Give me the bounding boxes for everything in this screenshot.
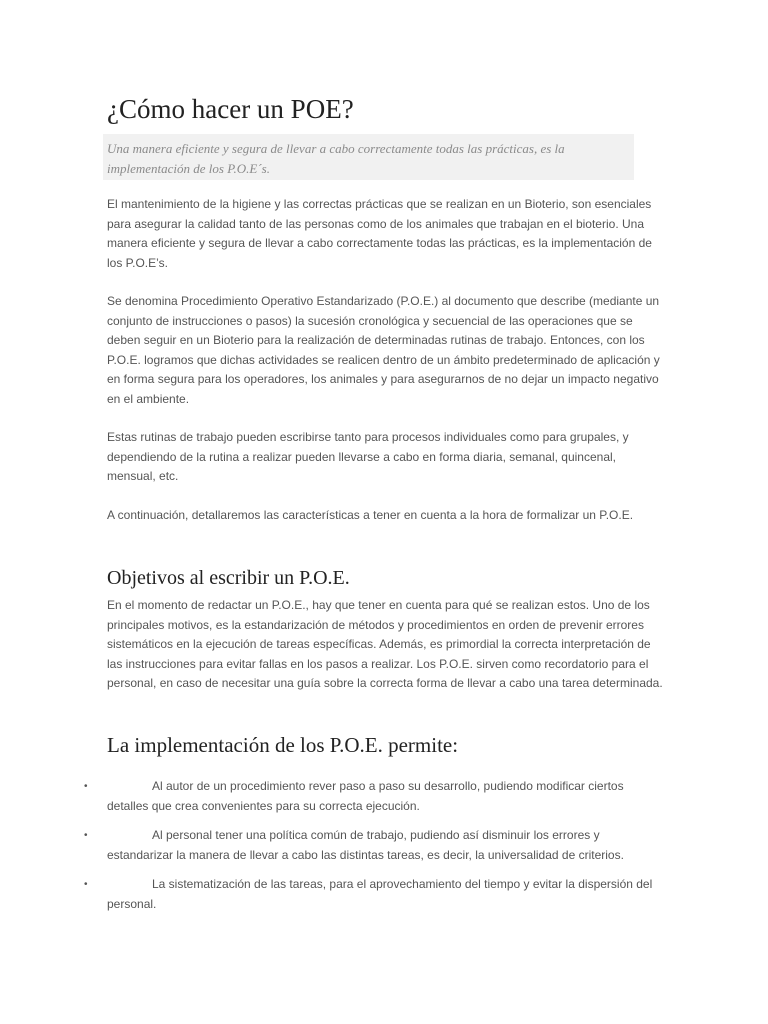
- page-title: ¿Cómo hacer un POE?: [107, 94, 354, 124]
- paragraph-intro: El mantenimiento de la higiene y las correctas prácticas que se realizan en un Bioterio, son esenciales para asegurar la calidad tanto de las personas como de los animales que trabajan en el bioterio. Una manera eficiente y segura de llevar a cabo correctamente todas las prácticas, es la implementación de los P.O.E’s.: [107, 197, 652, 270]
- bullet-icon: •: [84, 781, 88, 792]
- heading-objetivos: Objetivos al escribir un P.O.E.: [107, 567, 350, 589]
- paragraph-objetivos: En el momento de redactar un P.O.E., hay que tener en cuenta para qué se realizan estos. Uno de los principales motivos, es la estandarización de métodos y procedimientos en orden de prevenir errores sistemáticos en la ejecución de tareas específicas. Además, es primordial la correcta interpretación de las instrucciones para evitar fallas en los pasos a realizar. Los P.O.E. sirven como recordatorio para el personal, en caso de necesitar una guía sobre la correcta forma de llevar a cabo una tarea determinada.: [107, 598, 663, 690]
- paragraph-continuation: A continuación, detallaremos las características a tener en cuenta a la hora de formalizar un P.O.E.: [107, 508, 634, 522]
- intro-quote: Una manera eficiente y segura de llevar a cabo correctamente todas las prácticas, es la implementación de los P.O.E´s.: [103, 134, 634, 180]
- paragraph-definition: Se denomina Procedimiento Operativo Estandarizado (P.O.E.) al documento que describe (mediante un conjunto de instrucciones o pasos) la sucesión cronológica y secuencial de las operaciones que se deben seguir en un Bioterio para la realización de determinadas rutinas de trabajo. Entonces, con los P.O.E. logramos que dichas actividades se realicen dentro de un ámbito predeterminado de aplicación y en forma segura para los operadores, los animales y para asegurarnos de no dejar un impacto negativo en el ambiente.: [107, 294, 660, 406]
- list-item-text: Al personal tener una política común de trabajo, pudiendo así disminuir los errores y estandarizar la manera de llevar a cabo las distintas tareas, es decir, la universalidad de criterios.: [107, 828, 624, 862]
- heading-permite: La implementación de los P.O.E. permite:: [107, 733, 459, 757]
- paragraph-routines: Estas rutinas de trabajo pueden escribirse tanto para procesos individuales como para grupales, y dependiendo de la rutina a realizar pueden llevarse a cabo en forma diaria, semanal, quincenal, mensual, etc.: [107, 430, 629, 483]
- list-item: [84, 826, 667, 865]
- list-item-text: La sistematización de las tareas, para el aprovechamiento del tiempo y evitar la dispersión del personal.: [107, 877, 653, 911]
- list-item: [84, 875, 667, 914]
- bullet-icon: •: [84, 830, 88, 841]
- list-item-text: Al autor de un procedimiento rever paso a paso su desarrollo, pudiendo modificar ciertos detalles que crea convenientes para su correcta ejecución.: [107, 779, 624, 813]
- bullet-icon: •: [84, 879, 88, 890]
- list-item: [84, 777, 667, 816]
